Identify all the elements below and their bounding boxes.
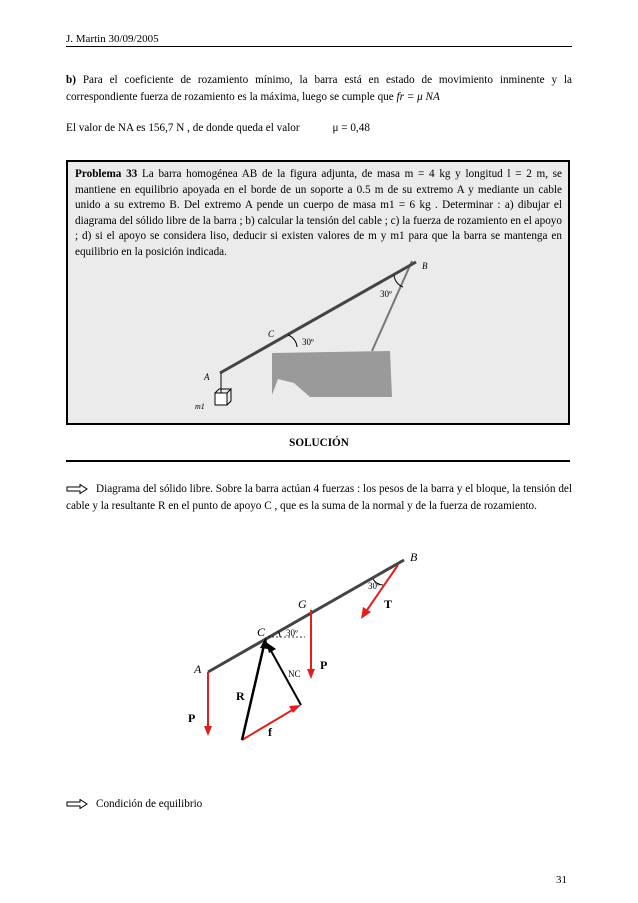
label-r: R bbox=[236, 689, 245, 703]
label-nc: NC bbox=[288, 669, 301, 679]
friction-formula: fr = μ NA bbox=[396, 91, 440, 103]
resultant-arrow bbox=[242, 645, 264, 740]
free-body-diagram bbox=[170, 545, 430, 750]
label-t: T bbox=[384, 597, 393, 611]
fbd-angle-c: 30º bbox=[286, 628, 298, 638]
mu-result: μ = 0,48 bbox=[332, 122, 370, 134]
part-b-paragraph bbox=[66, 72, 572, 106]
part-b-text: Para el coeficiente de rozamiento mínimo, la barra está en estado de movimiento inminente y la correspondiente fuerza de rozamiento es la máxima, luego se cumple que bbox=[66, 74, 572, 103]
normal-head-icon bbox=[266, 642, 276, 653]
fbd-label-g: G bbox=[298, 597, 307, 611]
label-m1: m1 bbox=[195, 402, 205, 411]
part-b-label: b) bbox=[66, 74, 76, 86]
value-line-text: El valor de NA es 156,7 N , de donde queda el valor bbox=[66, 122, 300, 134]
tension-head-icon bbox=[361, 607, 371, 619]
support-block bbox=[272, 351, 392, 397]
fbd-bar bbox=[208, 560, 404, 672]
label-b: B bbox=[422, 261, 428, 271]
solution-title: SOLUCIÓN bbox=[289, 437, 349, 449]
mass-block-side bbox=[227, 389, 231, 405]
label-f: f bbox=[268, 725, 272, 739]
equilibrium-text: Condición de equilibrio bbox=[96, 798, 203, 810]
label-a: A bbox=[204, 372, 210, 382]
weight-bar-head-icon bbox=[307, 669, 315, 679]
equilibrium-line bbox=[66, 796, 572, 813]
problem-title: Problema 33 bbox=[75, 168, 138, 180]
page-number: 31 bbox=[556, 874, 567, 886]
diagram-intro bbox=[66, 481, 572, 515]
label-p-left: P bbox=[188, 711, 196, 725]
angle-arc-c bbox=[288, 335, 297, 347]
angle-c-label: 30º bbox=[302, 337, 314, 347]
label-c: C bbox=[268, 329, 275, 339]
fbd-label-b: B bbox=[410, 550, 418, 564]
problem-figure bbox=[190, 255, 450, 420]
solution-rule bbox=[66, 460, 570, 462]
right-arrow-icon bbox=[66, 799, 88, 809]
value-line bbox=[66, 120, 572, 137]
weight-block-head-icon bbox=[204, 726, 212, 736]
diagram-intro-text: Diagrama del sólido libre. Sobre la barra actúan 4 fuerzas : los pesos de la barra y el bloque, la tensión del cable y la resultante R en el punto de apoyo C , que es la suma de la normal y de la fuerza de rozamiento. bbox=[66, 483, 572, 512]
right-arrow-icon bbox=[66, 484, 88, 494]
page-header: J. Martin 30/09/2005 bbox=[66, 33, 159, 45]
fbd-angle-b: 30º bbox=[368, 581, 380, 591]
problem-statement bbox=[75, 167, 562, 260]
problem-text: La barra homogénea AB de la figura adjunta, de masa m = 4 kg y longitud l = 2 m, se mantiene en equilibrio apoyada en el borde de un soporte a 0.5 m de su extremo A y mediante un cable unido a su extremo B. Del extremo A pende un cuerpo de masa m1 = 6 kg . Determinar : a) dibujar el diagrama del sólido libre de la barra ; b) calcular la tensión del cable ; c) la fuerza de rozamiento en el apoyo ; d) si el apoyo se considera liso, deducir si existen valores de m y m1 para que la barra se mantenga en equilibrio en la posición indicada. bbox=[75, 168, 562, 258]
mass-block-m1 bbox=[215, 393, 227, 405]
fbd-label-c: C bbox=[257, 625, 266, 639]
angle-top-label: 30º bbox=[380, 289, 392, 299]
label-p-right: P bbox=[320, 658, 328, 672]
fbd-label-a: A bbox=[194, 662, 202, 676]
header-rule bbox=[66, 46, 572, 47]
